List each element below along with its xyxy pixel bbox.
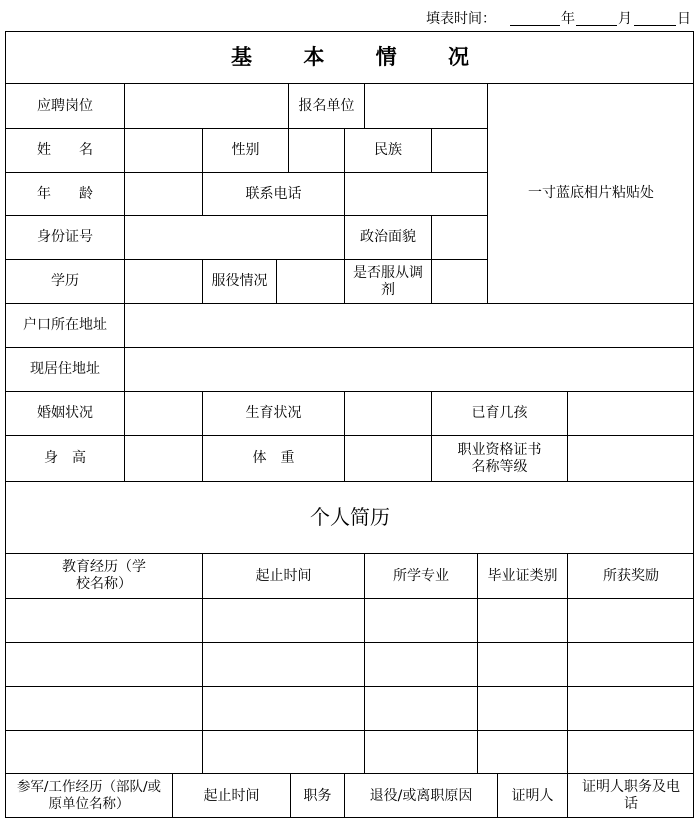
basic-info-title xyxy=(6,32,694,83)
name-label xyxy=(6,129,124,172)
marital-label: 婚姻状况 xyxy=(37,405,93,421)
work-header-reason: 退役/或离职原因 xyxy=(369,787,473,804)
edu-awards-input[interactable] xyxy=(568,687,693,730)
edu-period-input[interactable] xyxy=(203,643,364,686)
edu-awards-input[interactable] xyxy=(568,599,693,642)
edu-diploma-input[interactable] xyxy=(478,731,567,773)
address-label: 现居住地址 xyxy=(30,361,100,377)
ethnicity-label: 民族 xyxy=(374,142,402,158)
adjust-label: 是否服从调剂 xyxy=(353,264,423,298)
edu-major-input[interactable] xyxy=(365,599,477,642)
edu-diploma-input[interactable] xyxy=(478,643,567,686)
edu-major-input[interactable] xyxy=(365,731,477,773)
edu-diploma-input[interactable] xyxy=(478,599,567,642)
edu-major-input[interactable] xyxy=(365,643,477,686)
work-header-unit: 参军/工作经历（部队/或原单位名称） xyxy=(16,779,162,812)
id-label: 身份证号 xyxy=(37,229,93,245)
edu-diploma-input[interactable] xyxy=(478,687,567,730)
adjust-input[interactable] xyxy=(432,261,487,302)
work-header-reference: 证明人 xyxy=(511,787,554,804)
children-input[interactable] xyxy=(568,393,693,434)
political-input[interactable] xyxy=(432,217,487,258)
cert-label: 职业资格证书名称等级 xyxy=(457,441,542,475)
phone-input[interactable] xyxy=(345,174,487,214)
edu-header-period: 起止时间 xyxy=(255,567,312,584)
unit-label: 报名单位 xyxy=(298,97,355,114)
weight-input[interactable] xyxy=(345,437,431,480)
edu-header-awards: 所获奖励 xyxy=(603,567,659,584)
edu-awards-input[interactable] xyxy=(568,643,693,686)
basic-info-title-text: 基 本 情 况 xyxy=(231,45,491,69)
edu-period-input[interactable] xyxy=(203,687,364,730)
position-label: 应聘岗位 xyxy=(37,97,93,114)
fertility-input[interactable] xyxy=(345,393,431,434)
resume-title: 个人简历 xyxy=(310,505,390,529)
age-label-text: 年龄 xyxy=(37,185,121,202)
education-input[interactable] xyxy=(125,261,202,302)
day-label: 日 xyxy=(677,11,691,27)
education-label: 学历 xyxy=(51,273,79,289)
gender-label: 性别 xyxy=(231,142,260,158)
year-label: 年 xyxy=(561,11,575,27)
edu-awards-input[interactable] xyxy=(568,731,693,773)
ethnicity-input[interactable] xyxy=(432,130,487,171)
age-input[interactable] xyxy=(125,174,202,214)
height-label-text: 身高 xyxy=(44,450,100,466)
edu-header-school: 教育经历（学校名称） xyxy=(62,559,146,592)
edu-header-major: 所学专业 xyxy=(393,567,449,584)
fill-date-label: 填表时间： xyxy=(426,11,496,27)
gender-input[interactable] xyxy=(289,130,344,171)
edu-school-input[interactable] xyxy=(6,599,202,642)
height-label xyxy=(6,436,124,481)
name-input[interactable] xyxy=(125,130,202,171)
hukou-input[interactable] xyxy=(125,305,693,346)
marital-input[interactable] xyxy=(125,393,202,434)
photo-placeholder[interactable]: 一寸蓝底相片粘贴处 xyxy=(528,185,654,201)
month-label: 月 xyxy=(618,11,632,27)
unit-input[interactable] xyxy=(365,85,487,127)
fertility-label: 生育状况 xyxy=(245,405,302,421)
weight-label-text: 体重 xyxy=(252,450,309,466)
weight-label xyxy=(203,436,344,481)
edu-school-input[interactable] xyxy=(6,687,202,730)
edu-period-input[interactable] xyxy=(203,599,364,642)
work-header-reference-contact: 证明人职务及电话 xyxy=(582,779,680,812)
political-label: 政治面貌 xyxy=(360,229,416,245)
address-input[interactable] xyxy=(125,349,693,390)
hukou-label: 户口所在地址 xyxy=(23,317,107,333)
edu-school-input[interactable] xyxy=(6,643,202,686)
military-label: 服役情况 xyxy=(211,273,268,289)
work-header-title: 职务 xyxy=(303,787,332,804)
edu-school-input[interactable] xyxy=(6,731,202,773)
height-input[interactable] xyxy=(125,437,202,480)
work-header-period: 起止时间 xyxy=(203,787,260,804)
name-label-text: 姓名 xyxy=(37,142,121,158)
edu-major-input[interactable] xyxy=(365,687,477,730)
military-input[interactable] xyxy=(277,261,344,302)
cert-input[interactable] xyxy=(568,437,693,480)
edu-header-diploma: 毕业证类别 xyxy=(487,567,558,584)
children-label: 已育几孩 xyxy=(471,405,528,421)
position-input[interactable] xyxy=(125,85,288,127)
phone-label: 联系电话 xyxy=(245,185,302,202)
age-label xyxy=(6,173,124,215)
id-input[interactable] xyxy=(125,217,344,258)
edu-period-input[interactable] xyxy=(203,731,364,773)
